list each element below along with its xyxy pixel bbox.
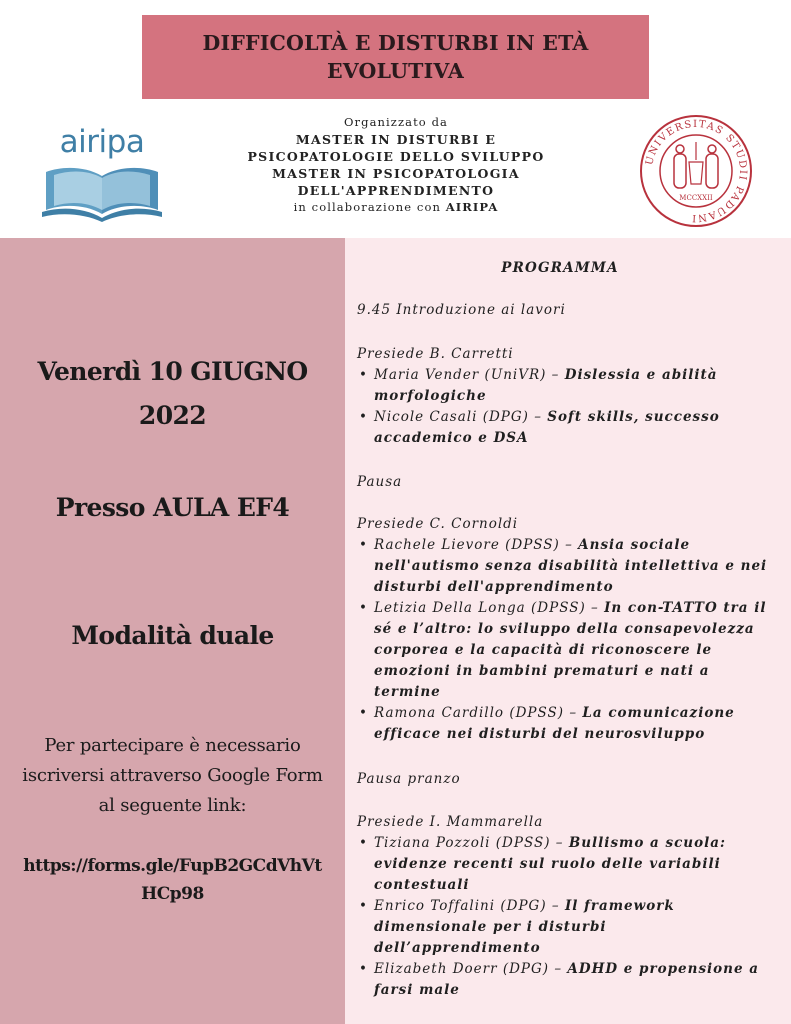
- event-date: [0, 350, 345, 438]
- airipa-logo: [40, 124, 170, 224]
- master1-line2: PSICOPATOLOGIE DELLO SVILUPPO: [247, 149, 545, 164]
- talk-title: Il framework dimensionale per i disturbi dell’apprendimento: [374, 898, 675, 956]
- talk-title: La comunicazione efficace nei disturbi del neurosviluppo: [374, 705, 735, 742]
- talk-item: [357, 896, 777, 959]
- talk-title: Bullismo a scuola: evidenze recenti sul ruolo delle variabili contestuali: [374, 835, 726, 893]
- talk-item: [357, 703, 777, 745]
- talk-item: [357, 535, 777, 598]
- session-1: [357, 344, 777, 449]
- talk-speaker: Tiziana Pozzoli (DPSS) –: [374, 835, 564, 851]
- registration-info-line2: iscriversi attraverso Google Form: [22, 765, 323, 786]
- talk-speaker: Enrico Toffalini (DPG) –: [374, 898, 560, 914]
- master2-line1: MASTER IN PSICOPATOLOGIA: [272, 166, 520, 181]
- collaboration-prefix: in collaborazione con: [293, 200, 441, 214]
- seal-year: MCCXXII: [679, 194, 713, 202]
- collaboration-name: AIRIPA: [445, 200, 499, 214]
- registration-link[interactable]: [0, 852, 345, 908]
- talk-speaker: Ramona Cardillo (DPSS) –: [374, 705, 578, 721]
- registration-info-line3: al seguente link:: [98, 795, 247, 816]
- talk-item: [357, 959, 777, 1001]
- registration-link-line2[interactable]: HCp98: [141, 884, 204, 904]
- talk-title: Ansia sociale nell'autismo senza disabilità intellettiva e nei disturbi dell'apprendimento: [374, 537, 768, 595]
- event-title-line1: DIFFICOLTÀ E DISTURBI IN ETÀ: [202, 31, 589, 55]
- program-title: PROGRAMMA: [501, 260, 619, 276]
- master1-line1: MASTER IN DISTURBI E: [295, 132, 497, 147]
- talk-title: ADHD e propensione a farsi male: [374, 961, 760, 998]
- talk-item: [357, 598, 777, 703]
- talk-item: [357, 407, 777, 449]
- registration-info-line1: Per partecipare è necessario: [44, 735, 301, 756]
- session-2: [357, 514, 777, 745]
- registration-info: [0, 731, 345, 821]
- open-book-icon: [40, 162, 164, 222]
- talk-item: [357, 365, 777, 407]
- event-date-line1: Venerdì 10 GIUGNO: [37, 357, 308, 386]
- session-chair: Presiede B. Carretti: [357, 346, 514, 362]
- talk-speaker: Nicole Casali (DPG) –: [374, 409, 542, 425]
- break-1: Pausa: [357, 474, 403, 490]
- organized-by-label: Organizzato da: [343, 115, 449, 129]
- talk-speaker: Rachele Lievore (DPSS) –: [374, 537, 573, 553]
- session-chair: Presiede I. Mammarella: [357, 814, 544, 830]
- break-2: Pausa pranzo: [357, 771, 461, 787]
- university-seal: [639, 114, 753, 228]
- registration-link-line1[interactable]: https://forms.gle/FupB2GCdVhVt: [23, 856, 322, 876]
- talk-speaker: Letizia Della Longa (DPSS) –: [374, 600, 599, 616]
- event-location: Presso AULA EF4: [55, 493, 290, 522]
- program-intro: 9.45 Introduzione ai lavori: [357, 302, 566, 318]
- session-3: [357, 812, 777, 1001]
- university-seal-icon: [639, 114, 753, 228]
- collaboration-line: [220, 199, 572, 216]
- seal-text: UNIVERSITAS STUDII PADUANI: [644, 118, 749, 224]
- session-chair: Presiede C. Cornoldi: [357, 516, 519, 532]
- event-mode: Modalità duale: [71, 621, 274, 650]
- event-title-banner: [142, 15, 649, 99]
- organizers-block: [220, 114, 572, 216]
- talk-title: Soft skills, successo accademico e DSA: [374, 409, 720, 446]
- talk-title: In con-TATTO tra il sé e l’altro: lo sviluppo della consapevolezza corporea e la capacità di riconoscere le emozioni in bambini prematuri e nati a termine: [374, 600, 767, 700]
- event-title-line2: EVOLUTIVA: [326, 59, 465, 83]
- talk-item: [357, 833, 777, 896]
- talk-title: Dislessia e abilità morfologiche: [374, 367, 718, 404]
- airipa-logo-text: airipa: [59, 124, 145, 160]
- talk-speaker: Maria Vender (UniVR) –: [374, 367, 560, 383]
- event-date-line2: 2022: [138, 401, 207, 430]
- master2-line2: DELL'APPRENDIMENTO: [297, 183, 495, 198]
- talk-speaker: Elizabeth Doerr (DPG) –: [374, 961, 563, 977]
